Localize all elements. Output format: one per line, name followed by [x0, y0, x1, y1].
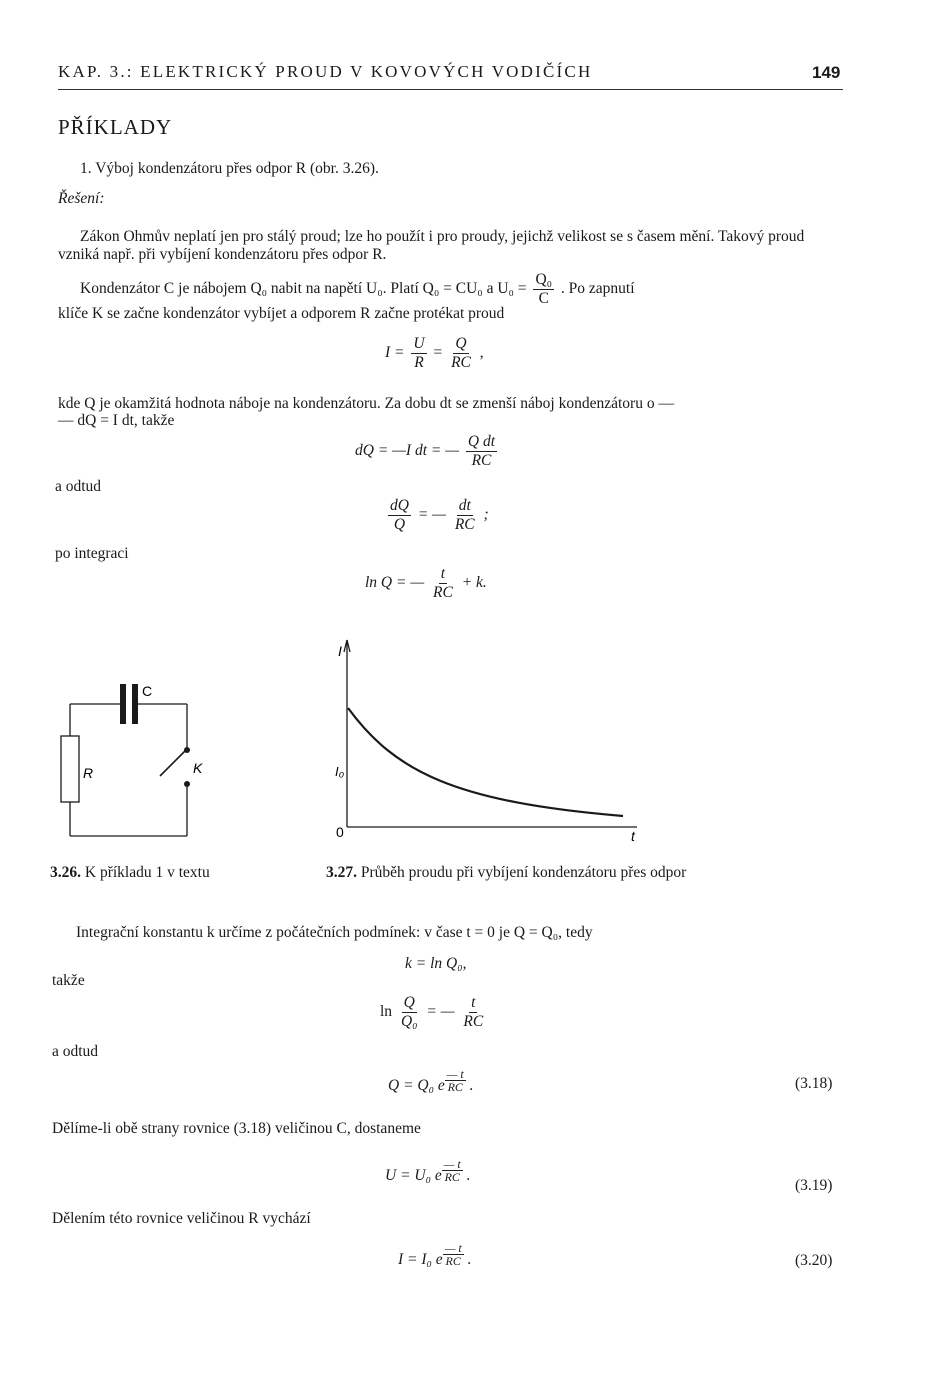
exponent [442, 1158, 463, 1183]
paragraph-3: kde Q je okamžitá hodnota náboje na kondenzátoru. Za dobu dt se zmenší náboj kondenzátoru o — [58, 395, 674, 412]
eq-fraction [399, 995, 420, 1030]
circuit-diagram [50, 670, 220, 845]
frac-den: RC [447, 1080, 463, 1094]
equation-3-18 [388, 1068, 474, 1095]
frac-den: RC [471, 452, 492, 469]
frac-num: t [460, 1067, 464, 1081]
paragraph-2 [80, 272, 850, 307]
equation-k: k = ln Q₀, [405, 955, 467, 972]
paragraph-6: Dělením této rovnice veličinou R vychází [52, 1210, 311, 1227]
frac-den: RC [444, 1170, 460, 1184]
caption-text: K příkladu 1 v textu [84, 864, 210, 881]
text-a-odtud-2: a odtud [52, 1043, 99, 1060]
eq-part: . [469, 1077, 474, 1094]
p2-text-a: Kondenzátor C je nábojem Q₀ nabit na napětí U₀. Platí Q₀ = CU₀ a U₀ = [80, 280, 527, 298]
origin-label: 0 [336, 824, 344, 840]
page-number: 149 [812, 63, 841, 82]
eq-part: U = U₀ e [385, 1167, 442, 1184]
frac-den: RC [463, 1013, 484, 1030]
paragraph-2-cont: klíče K se začne kondenzátor vybíjet a odporem R začne protékat proud [58, 305, 505, 322]
equation-number-3-19: (3.19) [795, 1177, 833, 1194]
text-takze: takže [52, 972, 85, 989]
frac-den: RC [454, 516, 475, 533]
frac-num: t [457, 1157, 461, 1171]
frac-den: RC [445, 1254, 461, 1268]
eq-fraction [449, 336, 473, 371]
solution-label: Řešení: [58, 190, 105, 207]
header-rule [58, 89, 843, 90]
paragraph-1: Zákon Ohmův neplatí jen pro stálý proud; lze ho použít i pro proudy, jejichž velikost se s časem mění. Takový proud vzniká např. při vybíjení kondenzátoru přes odpor R. [58, 228, 805, 263]
eq-part: = — [426, 1003, 455, 1021]
eq-part: ln Q = — [365, 574, 425, 592]
eq-fraction [411, 336, 426, 371]
figure-327-caption [326, 864, 686, 882]
paragraph-3-cont: — dQ = I dt, takže [58, 412, 175, 429]
caption-number: 3.26. [50, 864, 81, 881]
frac-den: Q [393, 516, 406, 533]
eq-part: + k. [461, 574, 487, 592]
frac-den: C [538, 290, 549, 307]
equation-ln [365, 566, 487, 601]
current-decay-graph [325, 632, 655, 847]
frac-den: RC [433, 584, 453, 601]
caption-number: 3.27. [326, 864, 357, 881]
capacitor-plate-left [120, 684, 126, 724]
text-po-integraci: po integraci [55, 545, 129, 562]
label-resistor: R [83, 765, 94, 781]
eq-fraction [388, 498, 411, 533]
example-title: 1. Výboj kondenzátoru přes odpor R (obr. 3.26). [80, 160, 379, 177]
equation-number-3-18: (3.18) [795, 1075, 833, 1092]
equation-dq [355, 434, 500, 469]
paragraph-5: Dělíme-li obě strany rovnice (3.18) veličinou C, dostaneme [52, 1120, 421, 1137]
frac-num: dt [458, 497, 471, 514]
frac-num: t [440, 565, 446, 582]
eq-part: ln [380, 1003, 393, 1021]
equation-3-20 [398, 1242, 471, 1269]
label-capacitor: C [142, 683, 153, 699]
section-title: PŘÍKLADY [58, 115, 173, 139]
frac-num: Q dt [467, 433, 496, 450]
initial-current-label: I₀ [335, 764, 345, 779]
eq-fraction [466, 434, 497, 469]
exponent [445, 1068, 466, 1093]
y-axis-label: I [338, 643, 342, 659]
eq-fraction [431, 566, 455, 601]
frac-den: Q₀ [400, 1013, 418, 1030]
frac-num: dQ [390, 497, 409, 514]
eq-part: dQ = —I dt = — [355, 442, 460, 460]
eq-part: I = [385, 344, 405, 362]
switch-contact-bottom [184, 781, 190, 787]
eq-part: ; [483, 506, 489, 524]
frac-num: t [458, 1241, 462, 1255]
eq-part: Q = Q₀ e [388, 1077, 445, 1094]
eq-fraction [461, 995, 485, 1030]
eq-part: — [444, 1241, 456, 1255]
p2-text-b: . Po zapnutí [560, 280, 635, 298]
x-axis-label: t [631, 828, 635, 844]
equation-separated [385, 498, 489, 533]
capacitor-plate-right [132, 684, 138, 724]
running-header: KAP. 3.: ELEKTRICKÝ PROUD V KOVOVÝCH VODIČÍCH [58, 62, 593, 81]
eq-part: I = I₀ e [398, 1251, 443, 1268]
equation-ohm [385, 336, 484, 371]
frac-num: Q₀ [535, 271, 553, 288]
eq-part: . [467, 1251, 472, 1268]
decay-curve [348, 708, 623, 816]
caption-text: Průběh proudu při vybíjení kondenzátoru přes odpor [360, 864, 687, 881]
frac-num: U [413, 335, 425, 352]
eq-part: , [479, 344, 484, 362]
text-a-odtud: a odtud [55, 478, 102, 495]
eq-part: — [446, 1067, 458, 1081]
switch-contact-top [184, 747, 190, 753]
eq-part: = [433, 344, 443, 362]
fraction-q0-c [533, 272, 554, 307]
label-switch: K [193, 760, 203, 776]
eq-fraction [453, 498, 477, 533]
eq-part: = — [417, 506, 446, 524]
frac-den: R [414, 354, 424, 371]
exponent [443, 1242, 464, 1267]
frac-num: Q [455, 335, 467, 352]
frac-num: t [471, 994, 476, 1011]
equation-ln-ratio [380, 995, 488, 1030]
equation-3-19 [385, 1158, 471, 1185]
eq-part: . [466, 1167, 471, 1184]
eq-part: — [443, 1157, 455, 1171]
paragraph-4: Integrační konstantu k určíme z počátečních podmínek: v čase t = 0 je Q = Q₀, tedy [76, 924, 593, 941]
equation-number-3-20: (3.20) [795, 1252, 833, 1269]
frac-den: RC [451, 354, 471, 371]
frac-num: Q [403, 994, 415, 1011]
figure-326-caption [50, 864, 210, 882]
